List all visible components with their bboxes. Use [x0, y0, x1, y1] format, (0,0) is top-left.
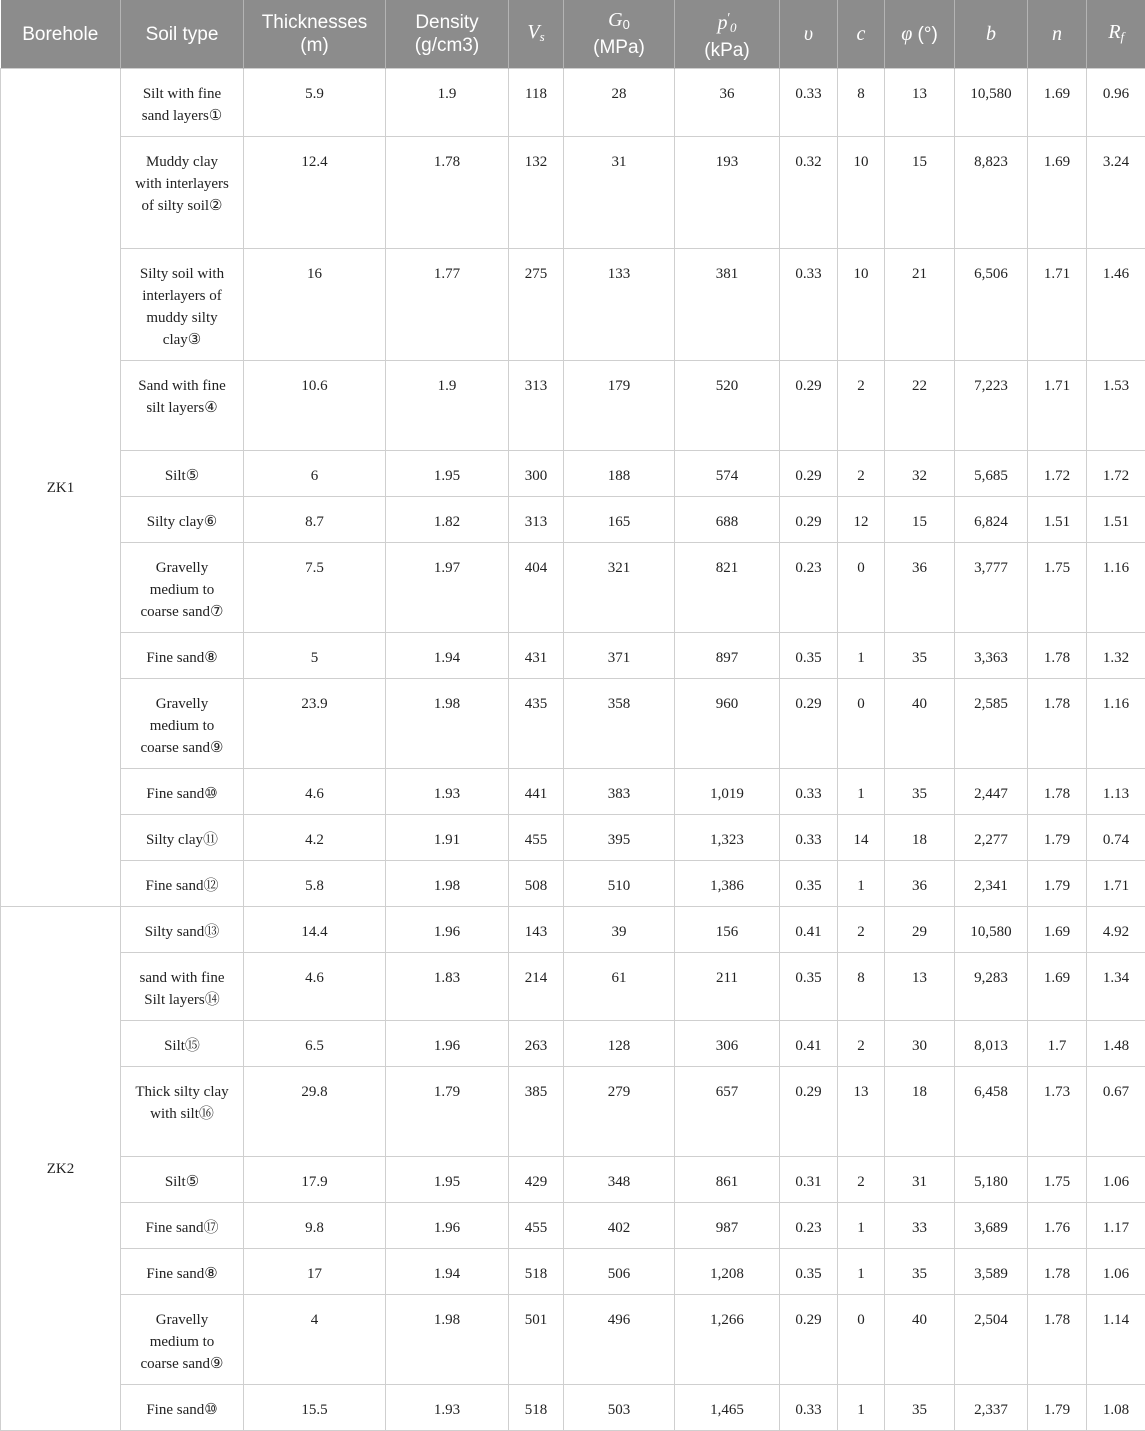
rf-cell: 1.06 — [1087, 1249, 1145, 1295]
table-row — [1, 1067, 1145, 1157]
p0-cell: 211 — [675, 953, 780, 1021]
c-cell: 0 — [838, 543, 885, 633]
soil-type-cell: Gravelly medium to coarse sand⑨ — [121, 679, 244, 769]
b-cell: 9,283 — [955, 953, 1028, 1021]
rf-cell: 1.48 — [1087, 1021, 1145, 1067]
thickness-cell: 8.7 — [244, 497, 386, 543]
c-cell: 0 — [838, 679, 885, 769]
c-cell: 8 — [838, 953, 885, 1021]
vs-cell: 508 — [509, 861, 564, 907]
soil-type-cell: Silty clay⑪ — [121, 815, 244, 861]
p0-cell: 1,208 — [675, 1249, 780, 1295]
soil-type-cell: Fine sand⑧ — [121, 1249, 244, 1295]
g0-cell: 510 — [564, 861, 675, 907]
density-cell: 1.97 — [386, 543, 509, 633]
b-cell: 2,277 — [955, 815, 1028, 861]
header-thickness: Thicknesses (m) — [244, 0, 386, 69]
table-row — [1, 249, 1145, 361]
g0-cell: 395 — [564, 815, 675, 861]
soil-type-cell: Gravelly medium to coarse sand⑨ — [121, 1295, 244, 1385]
n-cell: 1.69 — [1028, 137, 1087, 249]
soil-type-cell: Fine sand⑩ — [121, 1385, 244, 1431]
phi-cell: 22 — [885, 361, 955, 451]
vs-cell: 518 — [509, 1385, 564, 1431]
p0-cell: 381 — [675, 249, 780, 361]
n-cell: 1.69 — [1028, 907, 1087, 953]
c-cell: 8 — [838, 69, 885, 137]
c-cell: 1 — [838, 769, 885, 815]
vs-cell: 429 — [509, 1157, 564, 1203]
density-cell: 1.98 — [386, 679, 509, 769]
soil-type-cell: Fine sand⑰ — [121, 1203, 244, 1249]
c-cell: 10 — [838, 137, 885, 249]
phi-cell: 15 — [885, 497, 955, 543]
n-cell: 1.78 — [1028, 633, 1087, 679]
c-cell: 2 — [838, 907, 885, 953]
n-cell: 1.78 — [1028, 769, 1087, 815]
g0-cell: 503 — [564, 1385, 675, 1431]
thickness-cell: 5.8 — [244, 861, 386, 907]
n-cell: 1.76 — [1028, 1203, 1087, 1249]
nu-cell: 0.29 — [780, 1295, 838, 1385]
thickness-cell: 4.6 — [244, 769, 386, 815]
g0-cell: 188 — [564, 451, 675, 497]
rf-cell: 4.92 — [1087, 907, 1145, 953]
thickness-cell: 12.4 — [244, 137, 386, 249]
thickness-cell: 29.8 — [244, 1067, 386, 1157]
g0-cell: 321 — [564, 543, 675, 633]
table-row — [1, 1295, 1145, 1385]
b-cell: 5,180 — [955, 1157, 1028, 1203]
c-cell: 1 — [838, 1203, 885, 1249]
density-cell: 1.98 — [386, 861, 509, 907]
density-cell: 1.98 — [386, 1295, 509, 1385]
g0-cell: 165 — [564, 497, 675, 543]
vs-cell: 275 — [509, 249, 564, 361]
b-cell: 10,580 — [955, 907, 1028, 953]
b-cell: 2,585 — [955, 679, 1028, 769]
p0-cell: 1,323 — [675, 815, 780, 861]
header-poisson-ratio: υ — [780, 0, 838, 69]
b-cell: 6,824 — [955, 497, 1028, 543]
p0-cell: 520 — [675, 361, 780, 451]
header-p0: $p'_0$ (kPa) — [675, 0, 780, 69]
soil-type-cell: Silt⑤ — [121, 451, 244, 497]
g0-cell: 28 — [564, 69, 675, 137]
table-row — [1, 861, 1145, 907]
vs-cell: 118 — [509, 69, 564, 137]
table-row — [1, 361, 1145, 451]
phi-cell: 35 — [885, 633, 955, 679]
nu-cell: 0.32 — [780, 137, 838, 249]
p0-cell: 897 — [675, 633, 780, 679]
rf-cell: 0.96 — [1087, 69, 1145, 137]
density-cell: 1.93 — [386, 769, 509, 815]
n-cell: 1.73 — [1028, 1067, 1087, 1157]
phi-cell: 18 — [885, 815, 955, 861]
c-cell: 14 — [838, 815, 885, 861]
table-row — [1, 907, 1145, 953]
thickness-cell: 15.5 — [244, 1385, 386, 1431]
c-cell: 2 — [838, 361, 885, 451]
soil-type-cell: Fine sand⑫ — [121, 861, 244, 907]
n-cell: 1.71 — [1028, 249, 1087, 361]
vs-cell: 518 — [509, 1249, 564, 1295]
phi-cell: 40 — [885, 679, 955, 769]
rf-cell: 1.08 — [1087, 1385, 1145, 1431]
thickness-cell: 9.8 — [244, 1203, 386, 1249]
nu-cell: 0.41 — [780, 1021, 838, 1067]
header-b: b — [955, 0, 1028, 69]
vs-cell: 441 — [509, 769, 564, 815]
b-cell: 3,689 — [955, 1203, 1028, 1249]
n-cell: 1.78 — [1028, 1295, 1087, 1385]
table-body — [1, 69, 1145, 1431]
nu-cell: 0.31 — [780, 1157, 838, 1203]
density-cell: 1.96 — [386, 1021, 509, 1067]
g0-cell: 496 — [564, 1295, 675, 1385]
density-cell: 1.9 — [386, 361, 509, 451]
p0-cell: 36 — [675, 69, 780, 137]
thickness-cell: 5 — [244, 633, 386, 679]
header-density: Density (g/cm3) — [386, 0, 509, 69]
vs-cell: 263 — [509, 1021, 564, 1067]
density-cell: 1.95 — [386, 451, 509, 497]
b-cell: 3,777 — [955, 543, 1028, 633]
soil-type-cell: Thick silty clay with silt⑯ — [121, 1067, 244, 1157]
soil-type-cell: Gravelly medium to coarse sand⑦ — [121, 543, 244, 633]
c-cell: 12 — [838, 497, 885, 543]
p0-cell: 821 — [675, 543, 780, 633]
thickness-cell: 4.6 — [244, 953, 386, 1021]
nu-cell: 0.35 — [780, 953, 838, 1021]
header-rf: $R_f$ — [1087, 0, 1145, 69]
table-row — [1, 633, 1145, 679]
n-cell: 1.79 — [1028, 1385, 1087, 1431]
table-row — [1, 769, 1145, 815]
vs-cell: 313 — [509, 361, 564, 451]
thickness-cell: 6.5 — [244, 1021, 386, 1067]
table-row — [1, 451, 1145, 497]
g0-cell: 133 — [564, 249, 675, 361]
c-cell: 10 — [838, 249, 885, 361]
vs-cell: 431 — [509, 633, 564, 679]
nu-cell: 0.33 — [780, 769, 838, 815]
p0-cell: 1,019 — [675, 769, 780, 815]
soil-type-cell: Silt with fine sand layers① — [121, 69, 244, 137]
nu-cell: 0.29 — [780, 497, 838, 543]
phi-cell: 29 — [885, 907, 955, 953]
c-cell: 2 — [838, 1021, 885, 1067]
density-cell: 1.83 — [386, 953, 509, 1021]
soil-type-cell: Sand with fine silt layers④ — [121, 361, 244, 451]
n-cell: 1.79 — [1028, 815, 1087, 861]
nu-cell: 0.35 — [780, 633, 838, 679]
header-soil-type: Soil type — [121, 0, 244, 69]
b-cell: 6,458 — [955, 1067, 1028, 1157]
rf-cell: 1.34 — [1087, 953, 1145, 1021]
rf-cell: 1.16 — [1087, 543, 1145, 633]
nu-cell: 0.35 — [780, 1249, 838, 1295]
density-cell: 1.94 — [386, 1249, 509, 1295]
rf-cell: 1.51 — [1087, 497, 1145, 543]
soil-type-cell: Silty soil with interlayers of muddy silty clay③ — [121, 249, 244, 361]
phi-cell: 32 — [885, 451, 955, 497]
density-cell: 1.95 — [386, 1157, 509, 1203]
g0-cell: 31 — [564, 137, 675, 249]
rf-cell: 1.32 — [1087, 633, 1145, 679]
header-friction-angle: φ (°) — [885, 0, 955, 69]
soil-type-cell: Fine sand⑩ — [121, 769, 244, 815]
table-row — [1, 1203, 1145, 1249]
vs-cell: 404 — [509, 543, 564, 633]
thickness-cell: 14.4 — [244, 907, 386, 953]
thickness-cell: 10.6 — [244, 361, 386, 451]
thickness-cell: 17 — [244, 1249, 386, 1295]
vs-cell: 385 — [509, 1067, 564, 1157]
g0-cell: 402 — [564, 1203, 675, 1249]
n-cell: 1.69 — [1028, 953, 1087, 1021]
density-cell: 1.93 — [386, 1385, 509, 1431]
n-cell: 1.69 — [1028, 69, 1087, 137]
phi-cell: 33 — [885, 1203, 955, 1249]
phi-cell: 35 — [885, 769, 955, 815]
b-cell: 2,341 — [955, 861, 1028, 907]
n-cell: 1.78 — [1028, 1249, 1087, 1295]
rf-cell: 1.53 — [1087, 361, 1145, 451]
thickness-cell: 4.2 — [244, 815, 386, 861]
g0-cell: 383 — [564, 769, 675, 815]
soil-type-cell: Muddy clay with interlayers of silty soil② — [121, 137, 244, 249]
c-cell: 1 — [838, 861, 885, 907]
header-vs: $V_s$ — [509, 0, 564, 69]
c-cell: 2 — [838, 1157, 885, 1203]
nu-cell: 0.33 — [780, 249, 838, 361]
b-cell: 2,504 — [955, 1295, 1028, 1385]
n-cell: 1.79 — [1028, 861, 1087, 907]
vs-cell: 143 — [509, 907, 564, 953]
table-row — [1, 1157, 1145, 1203]
c-cell: 13 — [838, 1067, 885, 1157]
rf-cell: 1.17 — [1087, 1203, 1145, 1249]
vs-cell: 132 — [509, 137, 564, 249]
n-cell: 1.75 — [1028, 543, 1087, 633]
b-cell: 10,580 — [955, 69, 1028, 137]
nu-cell: 0.33 — [780, 815, 838, 861]
nu-cell: 0.29 — [780, 679, 838, 769]
density-cell: 1.9 — [386, 69, 509, 137]
rf-cell: 1.71 — [1087, 861, 1145, 907]
density-cell: 1.78 — [386, 137, 509, 249]
b-cell: 8,013 — [955, 1021, 1028, 1067]
rf-cell: 1.06 — [1087, 1157, 1145, 1203]
soil-type-cell: Silt⑤ — [121, 1157, 244, 1203]
borehole-cell: ZK2 — [1, 907, 121, 1431]
g0-cell: 39 — [564, 907, 675, 953]
g0-cell: 61 — [564, 953, 675, 1021]
p0-cell: 987 — [675, 1203, 780, 1249]
b-cell: 6,506 — [955, 249, 1028, 361]
p0-cell: 156 — [675, 907, 780, 953]
vs-cell: 214 — [509, 953, 564, 1021]
b-cell: 7,223 — [955, 361, 1028, 451]
thickness-cell: 16 — [244, 249, 386, 361]
g0-cell: 358 — [564, 679, 675, 769]
phi-cell: 15 — [885, 137, 955, 249]
table-row — [1, 1021, 1145, 1067]
b-cell: 2,447 — [955, 769, 1028, 815]
p0-cell: 688 — [675, 497, 780, 543]
vs-cell: 501 — [509, 1295, 564, 1385]
n-cell: 1.7 — [1028, 1021, 1087, 1067]
borehole-cell: ZK1 — [1, 69, 121, 907]
c-cell: 2 — [838, 451, 885, 497]
phi-cell: 13 — [885, 69, 955, 137]
b-cell: 3,363 — [955, 633, 1028, 679]
nu-cell: 0.33 — [780, 69, 838, 137]
nu-cell: 0.33 — [780, 1385, 838, 1431]
vs-cell: 300 — [509, 451, 564, 497]
table-row — [1, 953, 1145, 1021]
p0-cell: 861 — [675, 1157, 780, 1203]
p0-cell: 306 — [675, 1021, 780, 1067]
p0-cell: 1,386 — [675, 861, 780, 907]
soil-type-cell: Silty sand⑬ — [121, 907, 244, 953]
thickness-cell: 4 — [244, 1295, 386, 1385]
g0-cell: 279 — [564, 1067, 675, 1157]
table-header — [1, 0, 1145, 69]
rf-cell: 1.72 — [1087, 451, 1145, 497]
p0-cell: 1,465 — [675, 1385, 780, 1431]
nu-cell: 0.29 — [780, 1067, 838, 1157]
phi-cell: 35 — [885, 1249, 955, 1295]
nu-cell: 0.29 — [780, 451, 838, 497]
phi-cell: 36 — [885, 861, 955, 907]
phi-cell: 21 — [885, 249, 955, 361]
n-cell: 1.78 — [1028, 679, 1087, 769]
thickness-cell: 6 — [244, 451, 386, 497]
c-cell: 0 — [838, 1295, 885, 1385]
soil-type-cell: Fine sand⑧ — [121, 633, 244, 679]
b-cell: 3,589 — [955, 1249, 1028, 1295]
phi-cell: 18 — [885, 1067, 955, 1157]
vs-cell: 455 — [509, 1203, 564, 1249]
phi-cell: 36 — [885, 543, 955, 633]
c-cell: 1 — [838, 633, 885, 679]
nu-cell: 0.35 — [780, 861, 838, 907]
p0-cell: 1,266 — [675, 1295, 780, 1385]
g0-cell: 371 — [564, 633, 675, 679]
thickness-cell: 7.5 — [244, 543, 386, 633]
thickness-cell: 5.9 — [244, 69, 386, 137]
soil-type-cell: Silty clay⑥ — [121, 497, 244, 543]
header-n: n — [1028, 0, 1087, 69]
table-row — [1, 815, 1145, 861]
soil-type-cell: Silt⑮ — [121, 1021, 244, 1067]
table-row — [1, 1249, 1145, 1295]
g0-cell: 506 — [564, 1249, 675, 1295]
table-row — [1, 679, 1145, 769]
table-row — [1, 497, 1145, 543]
rf-cell: 1.14 — [1087, 1295, 1145, 1385]
p0-cell: 574 — [675, 451, 780, 497]
phi-cell: 31 — [885, 1157, 955, 1203]
nu-cell: 0.23 — [780, 543, 838, 633]
rf-cell: 0.67 — [1087, 1067, 1145, 1157]
vs-cell: 435 — [509, 679, 564, 769]
n-cell: 1.51 — [1028, 497, 1087, 543]
nu-cell: 0.41 — [780, 907, 838, 953]
n-cell: 1.75 — [1028, 1157, 1087, 1203]
density-cell: 1.82 — [386, 497, 509, 543]
header-cohesion: c — [838, 0, 885, 69]
header-row — [1, 0, 1145, 69]
c-cell: 1 — [838, 1385, 885, 1431]
vs-cell: 313 — [509, 497, 564, 543]
g0-cell: 348 — [564, 1157, 675, 1203]
header-g0: $G_0$ (MPa) — [564, 0, 675, 69]
density-cell: 1.77 — [386, 249, 509, 361]
g0-cell: 179 — [564, 361, 675, 451]
table-row — [1, 543, 1145, 633]
c-cell: 1 — [838, 1249, 885, 1295]
rf-cell: 1.16 — [1087, 679, 1145, 769]
vs-cell: 455 — [509, 815, 564, 861]
b-cell: 5,685 — [955, 451, 1028, 497]
density-cell: 1.79 — [386, 1067, 509, 1157]
b-cell: 8,823 — [955, 137, 1028, 249]
p0-cell: 193 — [675, 137, 780, 249]
header-borehole: Borehole — [1, 0, 121, 69]
table-row — [1, 69, 1145, 137]
p0-cell: 657 — [675, 1067, 780, 1157]
density-cell: 1.96 — [386, 907, 509, 953]
phi-cell: 30 — [885, 1021, 955, 1067]
soil-type-cell: sand with fine Silt layers⑭ — [121, 953, 244, 1021]
n-cell: 1.72 — [1028, 451, 1087, 497]
density-cell: 1.94 — [386, 633, 509, 679]
rf-cell: 3.24 — [1087, 137, 1145, 249]
rf-cell: 1.13 — [1087, 769, 1145, 815]
thickness-cell: 23.9 — [244, 679, 386, 769]
nu-cell: 0.23 — [780, 1203, 838, 1249]
rf-cell: 1.46 — [1087, 249, 1145, 361]
phi-cell: 35 — [885, 1385, 955, 1431]
rf-cell: 0.74 — [1087, 815, 1145, 861]
nu-cell: 0.29 — [780, 361, 838, 451]
density-cell: 1.91 — [386, 815, 509, 861]
g0-cell: 128 — [564, 1021, 675, 1067]
phi-cell: 40 — [885, 1295, 955, 1385]
n-cell: 1.71 — [1028, 361, 1087, 451]
p0-cell: 960 — [675, 679, 780, 769]
thickness-cell: 17.9 — [244, 1157, 386, 1203]
b-cell: 2,337 — [955, 1385, 1028, 1431]
density-cell: 1.96 — [386, 1203, 509, 1249]
phi-cell: 13 — [885, 953, 955, 1021]
table-row — [1, 137, 1145, 249]
